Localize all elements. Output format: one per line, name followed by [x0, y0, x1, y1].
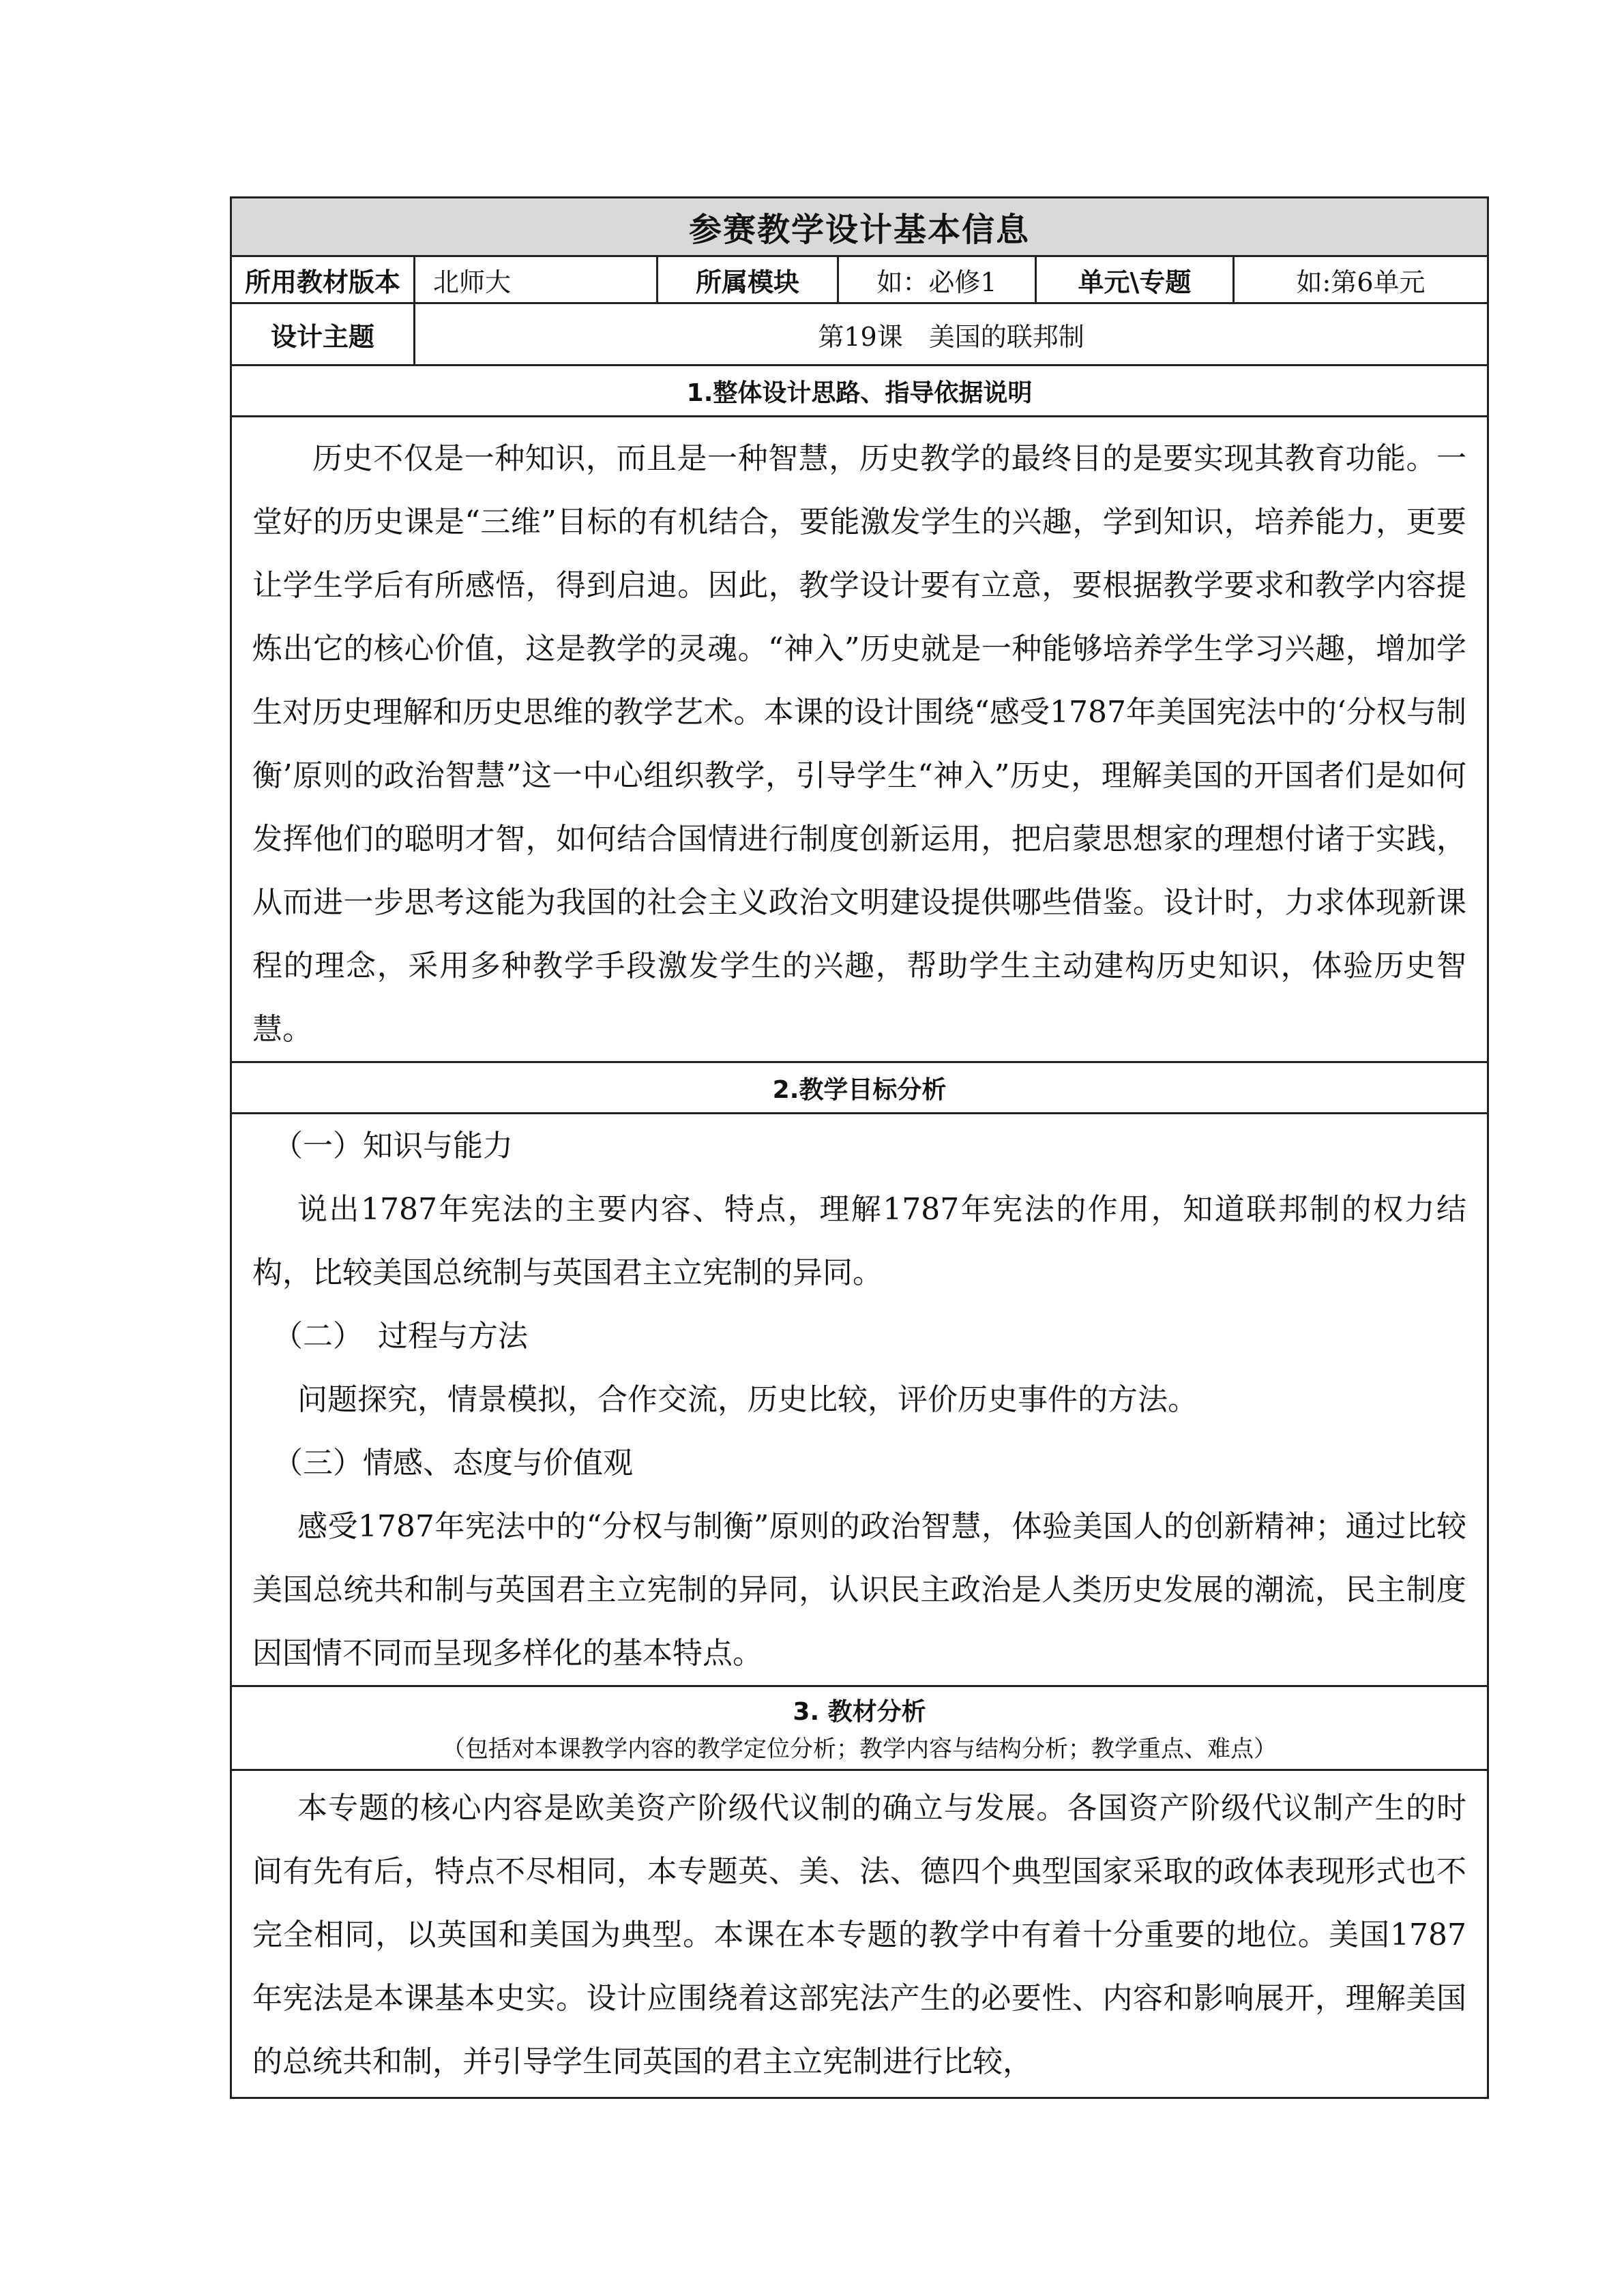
unit-value: 如:第6单元 [1234, 256, 1488, 303]
design-info-table [230, 196, 1489, 2099]
section1-title: 1.整体设计思路、指导依据说明 [231, 366, 1488, 417]
unit-label: 单元\专题 [1036, 256, 1234, 303]
section3-title: 3. 教材分析 [793, 1698, 926, 1726]
theme-value: 第19课 美国的联邦制 [415, 303, 1488, 366]
section2-title: 2.教学目标分析 [231, 1062, 1488, 1114]
objective-heading-1: （一）知识与能力 [273, 1129, 513, 1163]
textbook-value: 北师大 [415, 256, 658, 303]
objective-heading-3: （三）情感、态度与价值观 [273, 1446, 633, 1480]
section2-body [231, 1114, 1488, 1686]
objective-paragraph-1: 说出1787年宪法的主要内容、特点，理解1787年宪法的作用，知道联邦制的权力结构，比较美国总统制与英国君主立宪制的异同。 [252, 1192, 1467, 1290]
section3-subtitle: （包括对本课教学内容的教学定位分析；教学内容与结构分析；教学重点、难点） [442, 1735, 1278, 1763]
textbook-label: 所用教材版本 [231, 256, 415, 303]
section3-body [231, 1770, 1488, 2098]
section3-header [231, 1686, 1488, 1770]
objective-heading-2: （二） 过程与方法 [273, 1319, 528, 1354]
section1-body [231, 417, 1488, 1062]
table-title: 参赛教学设计基本信息 [231, 198, 1488, 256]
module-label: 所属模块 [658, 256, 838, 303]
section1-paragraph: 历史不仅是一种知识，而且是一种智慧，历史教学的最终目的是要实现其教育功能。一堂好的历史课是“三维”目标的有机结合，要能激发学生的兴趣，学到知识，培养能力，更要让学生学后有所感悟，得到启迪。因此，教学设计要有立意，要根据教学要求和教学内容提炼出它的核心价值，这是教学的灵魂。“神入”历史就是一种能够培养学生学习兴趣，增加学生对历史理解和历史思维的教学艺术。本课的设计围绕“感受1787年美国宪法中的‘分权与制衡’原则的政治智慧”这一中心组织教学，引导学生“神入”历史，理解美国的开国者们是如何发挥他们的聪明才智，如何结合国情进行制度创新运用，把启蒙思想家的理想付诸于实践，从而进一步思考这能为我国的社会主义政治文明建设提供哪些借鉴。设计时，力求体现新课程的理念，采用多种教学手段激发学生的兴趣，帮助学生主动建构历史知识，体验历史智慧。 [252, 441, 1467, 1047]
section3-paragraph: 本专题的核心内容是欧美资产阶级代议制的确立与发展。各国资产阶级代议制产生的时间有先有后，特点不尽相同，本专题英、美、法、德四个典型国家采取的政体表现形式也不完全相同，以英国和美国为典型。本课在本专题的教学中有着十分重要的地位。美国1787年宪法是本课基本史实。设计应围绕着这部宪法产生的必要性、内容和影响展开，理解美国的总统共和制，并引导学生同英国的君主立宪制进行比较， [252, 1791, 1467, 2079]
theme-label: 设计主题 [231, 303, 415, 366]
objective-paragraph-3: 感受1787年宪法中的“分权与制衡”原则的政治智慧，体验美国人的创新精神；通过比较美国总统共和制与英国君主立宪制的异同，认识民主政治是人类历史发展的潮流，民主制度因国情不同而呈现多样化的基本特点。 [252, 1509, 1467, 1671]
objective-paragraph-2: 问题探究，情景模拟，合作交流，历史比较，评价历史事件的方法。 [297, 1382, 1198, 1417]
module-value: 如：必修1 [838, 256, 1036, 303]
